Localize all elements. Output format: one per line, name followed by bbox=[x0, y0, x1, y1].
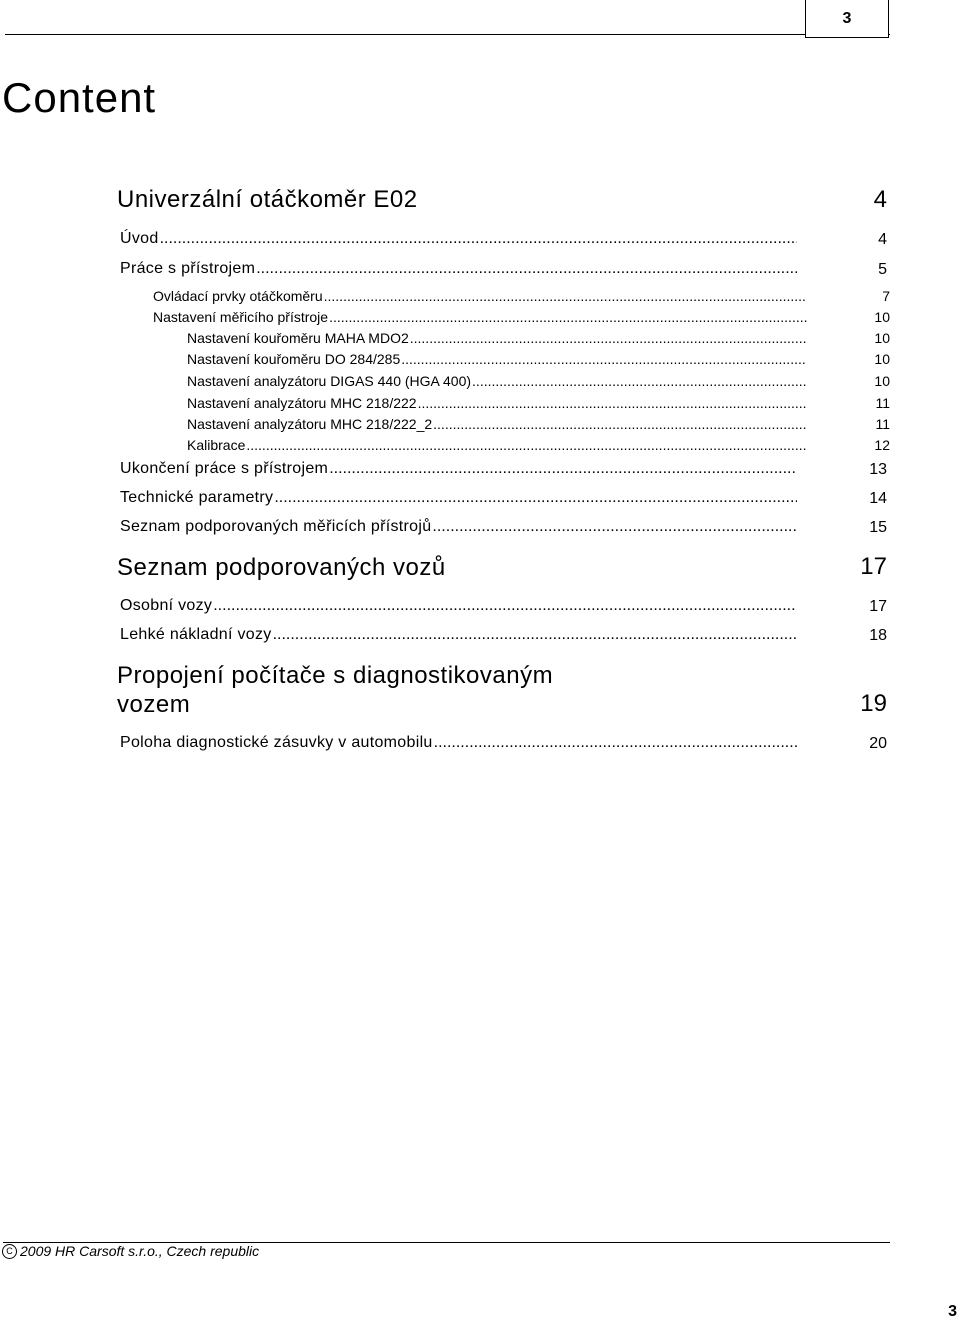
toc-section-title-line1: Propojení počítače s diagnostikovaným bbox=[117, 662, 554, 689]
toc-leader-dots bbox=[246, 437, 807, 453]
toc-entry-label: Nastavení analyzátoru MHC 218/222 bbox=[187, 395, 417, 411]
toc-entry-label: Osobní vozy bbox=[120, 597, 213, 614]
toc-leader-dots bbox=[418, 395, 807, 411]
toc-entry-digas[interactable] bbox=[187, 373, 807, 389]
toc-page-number: 15 bbox=[869, 519, 887, 536]
toc-leader-dots bbox=[401, 351, 807, 367]
toc-section-title: Univerzální otáčkoměr E02 bbox=[117, 186, 418, 213]
toc-entry-uvod[interactable] bbox=[120, 230, 797, 248]
toc-section-propojeni[interactable] bbox=[117, 662, 553, 690]
toc-leader-dots bbox=[324, 288, 807, 304]
toc-leader-dots bbox=[256, 260, 797, 278]
toc-section-univerzalni[interactable] bbox=[117, 186, 418, 214]
toc-entry-label: Nastavení analyzátoru MHC 218/222_2 bbox=[187, 416, 433, 432]
toc-entry-label: Nastavení kouřoměru MAHA MDO2 bbox=[187, 330, 409, 346]
toc-page-number: 11 bbox=[875, 395, 890, 411]
toc-page-number: 10 bbox=[874, 373, 890, 389]
toc-leader-dots bbox=[410, 330, 807, 346]
toc-entry-label: Kalibrace bbox=[187, 437, 246, 453]
toc-entry-ovladaci[interactable] bbox=[153, 288, 807, 304]
toc-section-title-line2: vozem bbox=[117, 691, 191, 718]
toc-leader-dots bbox=[434, 734, 797, 752]
toc-page-number: 14 bbox=[869, 490, 887, 507]
toc-section-title: Seznam podporovaných vozů bbox=[117, 554, 446, 581]
toc-entry-prace[interactable] bbox=[120, 260, 797, 278]
footer-page-number: 3 bbox=[948, 1303, 957, 1320]
toc-entry-do284[interactable] bbox=[187, 351, 807, 367]
toc-page-number: 19 bbox=[860, 690, 887, 717]
toc-entry-label: Ukončení práce s přístrojem bbox=[120, 460, 329, 477]
toc-page-number: 10 bbox=[874, 309, 890, 325]
toc-leader-dots bbox=[472, 373, 807, 389]
toc-entry-label: Ovládací prvky otáčkoměru bbox=[153, 288, 323, 304]
toc-leader-dots bbox=[273, 626, 797, 644]
toc-entry-ukonceni[interactable] bbox=[120, 460, 797, 478]
footer-copyright-text: 2009 HR Carsoft s.r.o., Czech republic bbox=[20, 1243, 260, 1259]
toc-leader-dots bbox=[329, 460, 797, 478]
toc-page-number: 13 bbox=[869, 461, 887, 478]
toc-leader-dots bbox=[432, 518, 797, 536]
toc-entry-label: Poloha diagnostické zásuvky v automobilu bbox=[120, 734, 433, 751]
toc-entry-mhc1[interactable] bbox=[187, 395, 807, 411]
toc-leader-dots bbox=[160, 230, 797, 248]
toc-leader-dots bbox=[213, 597, 797, 615]
toc-entry-label: Lehké nákladní vozy bbox=[120, 626, 272, 643]
toc-page-number: 20 bbox=[869, 735, 887, 752]
toc-page-number: 11 bbox=[875, 416, 890, 432]
toc-page-number: 10 bbox=[874, 330, 890, 346]
header-page-number: 3 bbox=[805, 0, 889, 38]
toc-leader-dots bbox=[329, 309, 807, 325]
toc-page-number: 4 bbox=[878, 231, 887, 248]
toc-leader-dots bbox=[274, 489, 797, 507]
toc-entry-mhc2[interactable] bbox=[187, 416, 807, 432]
toc-entry-nastaveni[interactable] bbox=[153, 309, 807, 325]
toc-page-number: 10 bbox=[874, 351, 890, 367]
copyright-icon: C bbox=[2, 1244, 17, 1259]
toc-entry-label: Technické parametry bbox=[120, 489, 274, 506]
toc-page-number: 17 bbox=[869, 598, 887, 615]
toc-entry-poloha[interactable] bbox=[120, 734, 797, 752]
toc-entry-label: Úvod bbox=[120, 230, 159, 247]
toc-entry-seznam-mericich[interactable] bbox=[120, 518, 797, 536]
toc-section-propojeni-cont[interactable] bbox=[117, 691, 190, 719]
toc-entry-label: Nastavení měřicího přístroje bbox=[153, 309, 329, 325]
toc-page-number: 5 bbox=[878, 261, 887, 278]
toc-page-number: 7 bbox=[882, 288, 890, 304]
toc-page-number: 4 bbox=[873, 186, 887, 213]
toc-entry-label: Práce s přístrojem bbox=[120, 260, 256, 277]
toc-entry-osobni[interactable] bbox=[120, 597, 797, 615]
toc-entry-lehke[interactable] bbox=[120, 626, 797, 644]
toc-page-number: 12 bbox=[874, 437, 890, 453]
toc-section-seznam-vozu[interactable] bbox=[117, 554, 446, 582]
toc-entry-maha[interactable] bbox=[187, 330, 807, 346]
toc-entry-kalibrace[interactable] bbox=[187, 437, 807, 453]
toc-entry-label: Nastavení kouřoměru DO 284/285 bbox=[187, 351, 401, 367]
toc-entry-technicke[interactable] bbox=[120, 489, 797, 507]
footer-copyright bbox=[2, 1243, 259, 1259]
toc-leader-dots bbox=[433, 416, 807, 432]
toc-page-number: 17 bbox=[860, 553, 887, 580]
page-title: Content bbox=[2, 74, 157, 121]
toc-entry-label: Seznam podporovaných měřicích přístrojů bbox=[120, 518, 432, 535]
toc-page-number: 18 bbox=[869, 627, 887, 644]
toc-entry-label: Nastavení analyzátoru DIGAS 440 (HGA 400) bbox=[187, 373, 472, 389]
